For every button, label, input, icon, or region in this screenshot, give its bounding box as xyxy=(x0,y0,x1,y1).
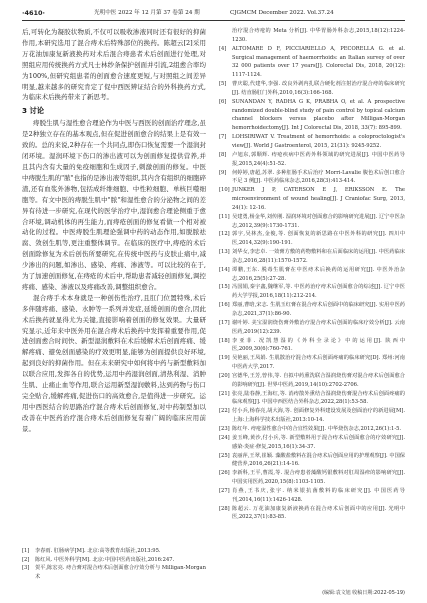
reference-number: [5] xyxy=(219,81,227,88)
reference-item xyxy=(219,169,405,187)
reference-number: [28] xyxy=(219,505,230,512)
reference-text: 陈红年. 痔疮湿性愈合中的合宜性效果[J]. 中华烧伤杂志,2012,26(1):1-5. xyxy=(232,425,402,432)
reference-item xyxy=(22,556,206,565)
reference-text: 陈超云. 万花油加康复新液换药在混合痔术后创面中的应用[J]. 光明中医,2022,37(1):83-85. xyxy=(232,505,405,521)
reference-item xyxy=(219,27,405,45)
reference-number: [9] xyxy=(219,169,227,176)
reference-item xyxy=(219,151,405,169)
journal-title-en: CJGMCM December 2022. Vol.37.24 xyxy=(230,10,334,16)
reference-item xyxy=(219,425,405,434)
reference-number: [12] xyxy=(219,231,230,238)
reference-text: 刘华女,李忠卓. 一效膏方敷的药物敷料和在后面临床的运用[J]. 中医药临床杂志,2016,28(11):1570-1572. xyxy=(232,249,405,264)
discussion-paragraph-1: 痔脱生肌与湿性愈合理论作为中医与西医的创面治疗理念,虽是2种独立存在的基本观点,但在促进创面愈合的结果上是有效一致的。总的来说,2种存在一个共同点,即伤口恢复需要一个湿润封闭环境。湿润环境下伤口的渗出液可以为创面修复提供营养,并且其内含有大量的免疫细胞和生成因子,刺激创面的修复。中医中痔脱生肌的"脓"也指的是渗出液等组织,其内含有组织的细胞碎渣,还有血浆外渗物,包括成纤维细胞、中性粒细胞、单核巨噬细胞等。有文中医的痔脱生肌中"脓"和湿性愈合的分泌物之间的差异有待进一步研究,在现代的医学治疗中,湿润愈合理论侧重于愈合环境,调动机体的再生能力,而痔疮创面的修复看做一个相对被动化的过程。中医痔脱生肌理论强调中药的动态作用,如脱脓祛腐、敛创生肌等,更注重整体调节。在临床的医疗中,痔疮的术后创面除修复为术后创伤所要研究,在传统中医药与皮肤止痛中,减少渗出的问题,如渗出、感染、疼痛、渗液等。可以比较的在于,为了加速创面修复,在痔疮的术后中,帮助患者减轻创面修复,调控疼痛、感染、渗液以及疼痛改善,调整组织愈合。 xyxy=(22,119,206,291)
reference-text: 曹庆聪,代建华,李强. 改良外剥内扎联合硬化剂注射治疗混合痔的临床研究[J]. 结直肠肛门外科,2010,16(3):166-168. xyxy=(232,81,405,96)
reference-number: [14] xyxy=(219,266,230,273)
editor-note: (编辑:袁文旭 收稿日期:2022-05-19) xyxy=(322,590,405,596)
reference-number: [25] xyxy=(219,452,230,459)
reference-item xyxy=(219,372,405,390)
reference-number: [2] xyxy=(22,556,30,563)
reference-text: 李春雨. 肛肠病学[M]. 北京:高等教育出版社,2013:95. xyxy=(35,548,161,554)
reference-number: [16] xyxy=(219,302,230,309)
reference-number: [4] xyxy=(219,45,227,52)
reference-text: 李亚菲. 况凯慧湿的《外科全录论》中的运用[J]. 陕西中医,2009,30(6):760-761. xyxy=(232,337,405,353)
reference-text: 李新科,王平,曹霞,等. 混合痔患者藻酸钙银敷料对肛周湿疹的影响研究[J]. 中国实用医药,2020,15(8):1103-1105. xyxy=(232,470,405,486)
reference-number xyxy=(219,27,232,45)
journal-title-cn: 光明中医 2022 年 12 月第 37 卷第 24 期 xyxy=(94,10,200,16)
reference-text: 郑丽,曹晗,宋志. 生肌玉红膏在混合痔术后创面中的临床研究[J]. 实用中医药杂志,2021,37(1):86-90. xyxy=(232,302,405,317)
reference-text: 治疗混合痔疮的 Meta 分析[J]. 中华胃肠外科杂志,2015,18(12):1224-1230. xyxy=(232,28,405,43)
running-header xyxy=(22,8,405,20)
reference-item xyxy=(219,230,405,248)
reference-text: 冯国娟,秦宇鑫,魏继军,等. 中医药治疗痔术后创面愈合的综述[J]. 辽宁中医药大学学报,2016,18(11):212-214. xyxy=(232,284,405,300)
reference-number: [19] xyxy=(219,355,230,362)
reference-text: 袁丽萍,王翠,崔颖. 藻酸盐敷料在混合痔术后创面应用的护理观察[J]. 中国保健营养,2016,26(21):14-16. xyxy=(232,452,405,468)
reference-text: 贺平,陈宏亮. 痔合膏对混合痔术后创面愈合疗效分析与 Milligan-Morgan 术 xyxy=(35,565,206,580)
reference-text: 谭鹏,王东. 脱毒生肌膏在中医痔术后换药的运用研究[J]. 中医外治杂志,2016,25(5):27-28. xyxy=(232,266,405,282)
reference-item xyxy=(219,505,405,523)
intro-paragraph: 后,可转化为凝胶状物质,不仅可以吸收渗液同时还有很好的抑菌作用,本研究选用了混合痔术后特殊部位的换药。陈超云[2]采用万花油加康复新液换药对术后混合痔患者术后创面进行处理,对照组应用传统换药方式凡士林纱条保护创面并引流,2组愈合率均为100%,但研究组患者的创面愈合速度更短,与对照组之间差异明显,越来越多的研究肯定了促中西医辨证结合的外科换药方式,为临床术后换药带来了新思考。 xyxy=(22,28,206,102)
reference-item xyxy=(219,337,405,355)
reference-item xyxy=(219,407,405,425)
reference-number: [22] xyxy=(219,408,230,415)
reference-item xyxy=(219,213,405,231)
reference-text: SUNANDAN Y, RADHA G K, PRABHA O, et al. A prospective randomized double-blind study of pain control by topical calcium channel blockers versus placebo after Milligan-Morgan hemorrhoidectomy[J]. Int J Colorectal Dis, 2018, 33(7): 895-899. xyxy=(232,98,405,132)
reference-number: [8] xyxy=(219,151,227,158)
reference-text: 陈红风. 中医外科学[M]. 北京:中国中医药出版社,2016:247. xyxy=(35,556,175,563)
reference-text: 姜玉峰,黄沙,付小兵,等. 新型敷料用于混合痔术后创面愈合的疗效研究[J]. 感染·炎症·修复,2015,16(1):34-37. xyxy=(232,434,405,450)
right-column xyxy=(219,27,405,587)
discussion-paragraph-2: 混合痔手术本身就是一种创伤性治疗,且肛门位置特殊,术后多伴随疼痛、感染、水肿等一系列并发症,延缓创面的愈合,因此术后换药就显得尤为关键,直接影响着创面的修复效果。大量研究显示,近年来中医外用在混合痔术后换药中发挥着重要作用,促进创面愈合时间快、新型湿润敷料在术后缓解术后创面疼痛、缓解疼痛、避免创面感染的疗效更明显,能够为创面提供良好环境,起到良好的抑菌作用。但在未来研究中如何将中药与新型敷料加以联合应用,发挥各自的优势,运用中药湿润创面,清热利湿、消肿生肌、止痛止血等作用,联合运用新型湿润敷料,达到药物与伤口完全贴合,缓解疼痛,促进伤口的高效愈合,是值得进一步研究。运用中西医结合的思路治疗混合痔术后创面修复,对中药制型加以改善在中医药治疗混合痔术后创面修复有着广阔的临床应用前景。 xyxy=(22,293,206,433)
reference-text: 肖燕,王书庆,张宇. 纳米银抗菌敷料的临床研究[J]. 中国医药导刊,2014,16(11):1426-1428. xyxy=(232,487,405,503)
reference-item xyxy=(219,390,405,408)
reference-item xyxy=(219,266,405,284)
reference-item xyxy=(219,248,405,266)
reference-text: LOHSIRIWAT V. Treatment of hemorrhoids: a coloproctologist's view[J]. World J Gastroenterol, 2015, 21(31): 9245-9252. xyxy=(232,134,405,149)
header-rule xyxy=(22,20,405,21)
reference-text: 卢旭东,郭顺辉. 痔疮疾病中医药外科领域的研究进展[J]. 中国中医药导报,2015,24(4):51-52. xyxy=(232,151,405,167)
reference-list-left xyxy=(22,547,206,581)
reference-number: [13] xyxy=(219,249,230,256)
reference-list-right xyxy=(219,27,405,522)
reference-number: [20] xyxy=(219,372,230,379)
reference-text: 吴建勇,杨金华,刘传刚. 湿润环境对创面愈合的影响研究进展[J]. 辽宁中医杂志,2012,39(9):1730-1731. xyxy=(232,213,405,229)
reference-item xyxy=(219,469,405,487)
reference-item xyxy=(219,434,405,452)
reference-number: [23] xyxy=(219,425,230,432)
reference-item xyxy=(219,452,405,470)
reference-number: [27] xyxy=(219,487,230,494)
left-column xyxy=(22,27,206,572)
reference-text: 付小兵,杨春亮,胡大海,等. 创面修复外科建设发展及创面治疗的新进展[M]. 上海:上海科学技术出版社,2013:10-14. xyxy=(232,408,405,424)
reference-text: 谢叶婷. 美宝湿润烧伤膏外敷治疗混合痔术后创面的临床疗效分析[J]. 云南医药,2019(12):239. xyxy=(232,319,405,335)
reference-number: [3] xyxy=(22,565,30,572)
section-title-discussion: 3 讨论 xyxy=(22,106,44,116)
reference-item xyxy=(22,547,206,556)
reference-number: [17] xyxy=(219,319,230,326)
reference-item xyxy=(219,301,405,319)
reference-text: ALTOMARE D F, PICCIARIELLO A, PECORELLA G. et al. Surgical management of haemorrhoids: an Italian survey of over 32 000 patients over 17 years[J]. Colorectal Dis, 2018, 20(12): 1117-1124. xyxy=(232,45,405,79)
reference-item xyxy=(219,80,405,98)
page-number: ·4610· xyxy=(22,9,46,17)
reference-number: [15] xyxy=(219,284,230,291)
reference-text: JUNKER J P, CATERSON E J, ERIKSSON E. The microenvironment of wound healing[J]. J Craniofac Surg, 2013, 24(1): 12-16. xyxy=(232,187,405,211)
reference-number: [6] xyxy=(219,98,227,105)
reference-number: [24] xyxy=(219,434,230,441)
reference-number: [10] xyxy=(219,187,230,194)
reference-item xyxy=(22,564,206,581)
reference-number: [7] xyxy=(219,134,227,141)
reference-number: [1] xyxy=(22,548,30,554)
reference-item xyxy=(219,186,405,213)
reference-text: 郭宇,吴林杰,金俊,等. 创面恢复的新思路在中医外科的研究[J]. 四川中医,2014,32(9):190-191. xyxy=(232,231,405,247)
reference-number: [21] xyxy=(219,390,230,397)
reference-item xyxy=(219,354,405,372)
reference-text: 宫德华,王芳,曾伟,等. 自拟中药熏洗联合湿润烧伤膏对混合痔术后创面愈合的影响研究[J]. 世界中医药,2019,14(10):2702-2706. xyxy=(232,372,405,388)
reference-item xyxy=(219,283,405,301)
reference-number: [26] xyxy=(219,470,230,477)
reference-item xyxy=(219,487,405,505)
reference-item xyxy=(219,133,405,151)
reference-text: 吴艳丽,王凤娟. 生肌散治疗混合痔术后创面疼痛的临床研究[D]. 郑州:河南中医药大学,2017. xyxy=(232,355,405,371)
reference-number: [11] xyxy=(219,213,230,220)
reference-item xyxy=(219,319,405,337)
reference-text: 何婷婷,唐超,苏翠. 多种肛肠手术后治疗 Morri-Lavalie 腹色术后创口愈合不足 3 例[J]. 中医药临床杂志,2016,28(3):413-414. xyxy=(232,169,405,185)
references-left xyxy=(22,547,206,581)
reference-item xyxy=(219,98,405,133)
reference-text: 张亮,陆春静,王海红,等. 消痔散外熏结合湿润烧伤膏混合痔术后创面疼痛的临床观察[J]. 中国中西医结合外科杂志,2022,28(1):53-58. xyxy=(232,390,405,406)
reference-number: [18] xyxy=(219,337,230,344)
reference-item xyxy=(219,45,405,80)
